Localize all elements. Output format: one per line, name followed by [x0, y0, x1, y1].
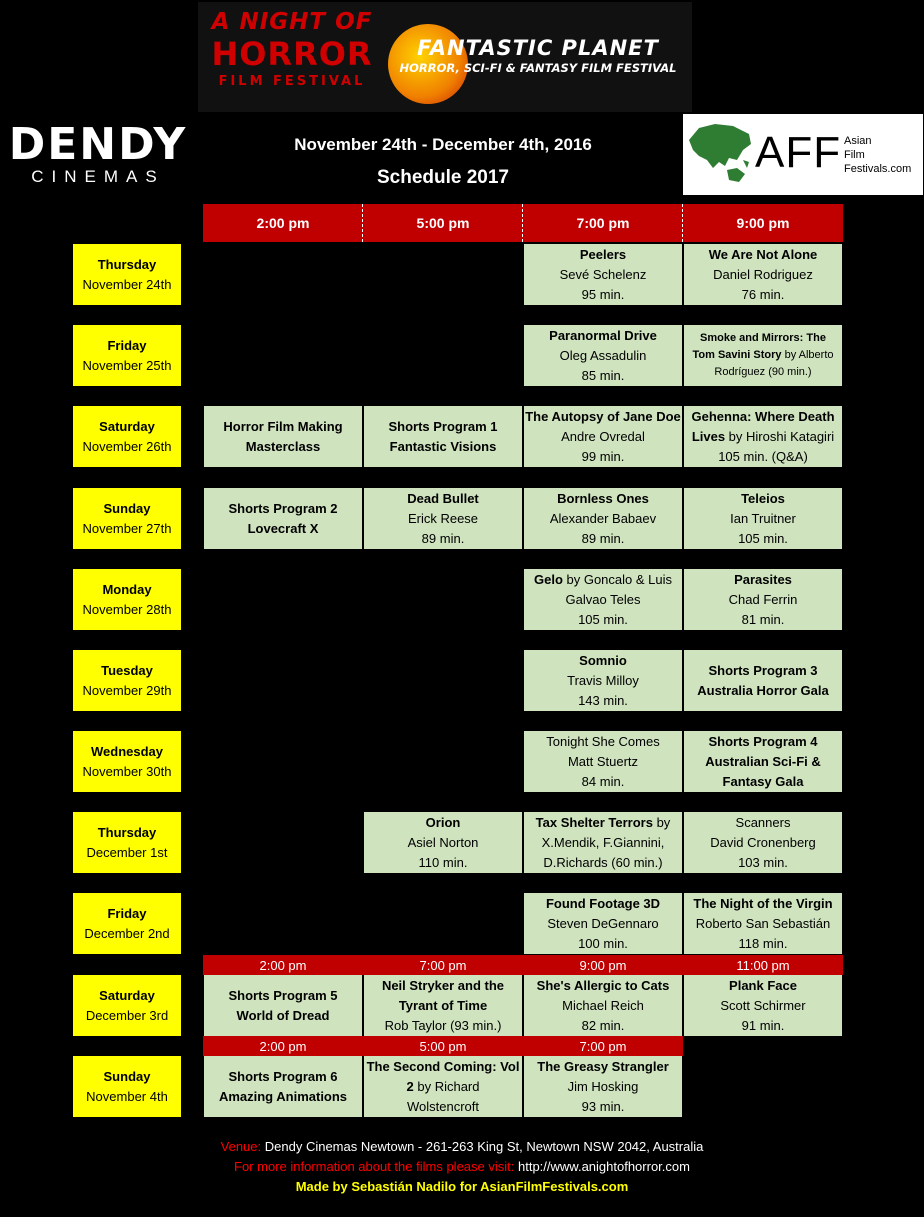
film-title: Paranormal Drive	[549, 327, 657, 343]
time-subheader: 2:00 pm	[203, 955, 363, 975]
film-cell	[524, 406, 682, 467]
dendy-logo-subtitle: CINEMAS	[31, 167, 165, 186]
day-label	[73, 650, 181, 711]
film-cell	[684, 244, 842, 305]
day-weekday: Saturday	[99, 987, 155, 1003]
film-director: Steven DeGennaro	[547, 915, 659, 931]
info-url[interactable]: http://www.anightofhorror.com	[514, 1159, 690, 1174]
film-title: World of Dread	[236, 1007, 330, 1023]
film-director: Andre Ovredal	[561, 428, 645, 444]
festival-dates: November 24th - December 4th, 2016	[294, 135, 592, 154]
aff-logo	[683, 114, 923, 195]
film-director: Rob Taylor (93 min.)	[384, 1017, 502, 1033]
film-director: David Cronenberg	[710, 834, 816, 850]
film-title: Shorts Program 3	[708, 662, 818, 678]
film-title-line	[536, 813, 671, 833]
film-runtime: 105 min.	[578, 611, 628, 627]
film-title: Australian Sci-Fi &	[705, 753, 821, 769]
day-label	[73, 325, 181, 386]
film-cell	[524, 731, 682, 792]
film-director: by Hiroshi Katagiri	[725, 428, 835, 444]
header-divider	[682, 204, 683, 242]
film-director: Travis Milloy	[567, 672, 639, 688]
day-weekday: Thursday	[97, 256, 157, 272]
day-weekday: Thursday	[97, 824, 157, 840]
day-weekday: Friday	[107, 905, 147, 921]
day-weekday: Sunday	[103, 500, 151, 516]
film-cell	[524, 488, 682, 549]
film-cell	[524, 244, 682, 305]
film-title: Somnio	[579, 652, 627, 668]
film-runtime: 84 min.	[581, 773, 625, 789]
film-title: The Second Coming: Vol	[366, 1058, 520, 1074]
film-title: Teleios	[741, 490, 785, 506]
time-subheader: 11:00 pm	[683, 955, 843, 975]
film-runtime: 143 min.	[578, 692, 628, 708]
film-cell	[364, 812, 522, 873]
film-cell	[684, 975, 842, 1036]
time-header-7pm: 7:00 pm	[523, 204, 683, 242]
page-title: Schedule 2017	[376, 167, 510, 188]
film-title: Gelo	[533, 571, 563, 587]
film-cell	[684, 893, 842, 954]
aff-line1: Asian	[844, 135, 872, 147]
header-divider	[522, 204, 523, 242]
asia-map-icon	[685, 120, 755, 186]
day-label	[73, 893, 181, 954]
day-label	[73, 569, 181, 630]
day-weekday: Tuesday	[101, 662, 153, 678]
film-director: Matt Stuertz	[567, 753, 639, 769]
film-cell	[204, 406, 362, 467]
day-date: December 1st	[86, 844, 168, 860]
info-label: For more information about the films please visit:	[234, 1159, 515, 1174]
time-subheader: 7:00 pm	[523, 1036, 683, 1056]
film-cell	[684, 650, 842, 711]
film-runtime: 110 min.	[418, 854, 468, 870]
film-cell	[684, 488, 842, 549]
film-director: by Alberto	[781, 349, 834, 361]
film-runtime: 105 min. (Q&A)	[718, 448, 808, 464]
day-weekday: Sunday	[103, 1068, 151, 1084]
film-title: Scanners	[735, 814, 791, 830]
day-weekday: Monday	[102, 581, 152, 597]
film-title: Fantasy Gala	[722, 773, 804, 789]
night-of-horror-logo	[204, 8, 380, 108]
film-director: Alexander Babaev	[549, 510, 657, 526]
footer-info	[0, 1159, 924, 1174]
film-title: Shorts Program 4	[708, 733, 818, 749]
film-runtime: 93 min.	[581, 1098, 625, 1114]
film-title: Shorts Program 6	[228, 1068, 338, 1084]
film-title: Australia Horror Gala	[697, 682, 829, 698]
day-date: December 2nd	[84, 925, 170, 941]
footer-venue	[0, 1139, 924, 1154]
film-cell	[684, 812, 842, 873]
day-date: November 25th	[82, 357, 172, 373]
film-director: X.Mendik, F.Giannini,	[541, 834, 665, 850]
time-subheader: 9:00 pm	[523, 955, 683, 975]
film-director: Wolstencroft	[406, 1098, 479, 1114]
fantastic-logo-line1: FANTASTIC PLANET	[417, 36, 659, 60]
time-header-2pm: 2:00 pm	[203, 204, 363, 242]
film-cell	[204, 488, 362, 549]
film-runtime: 95 min.	[581, 286, 625, 302]
film-runtime: 99 min.	[581, 448, 625, 464]
film-cell	[684, 325, 842, 386]
film-title: Shorts Program 1	[388, 418, 498, 434]
film-director: by Goncalo & Luis	[562, 571, 673, 587]
film-title: Neil Stryker and the	[381, 977, 505, 993]
film-title: Orion	[425, 814, 461, 830]
film-runtime: 81 min.	[741, 611, 785, 627]
horror-logo-line1: A NIGHT OF	[211, 9, 373, 35]
time-subheader: 7:00 pm	[363, 955, 523, 975]
day-label	[73, 975, 181, 1036]
film-title: Lovecraft X	[247, 520, 319, 536]
film-cell	[684, 569, 842, 630]
film-runtime: 105 min.	[738, 530, 788, 546]
day-date: November 29th	[82, 682, 172, 698]
film-cell	[524, 325, 682, 386]
film-cell	[364, 1056, 522, 1117]
film-title-line	[534, 570, 672, 590]
day-weekday: Friday	[107, 337, 147, 353]
film-cell	[684, 406, 842, 467]
film-title: Tax Shelter Terrors	[535, 814, 653, 830]
film-title: Parasites	[734, 571, 792, 587]
film-cell	[364, 406, 522, 467]
film-title: Smoke and Mirrors: The	[700, 332, 826, 344]
film-runtime: 100 min.	[578, 935, 628, 951]
film-title: Tyrant of Time	[398, 997, 488, 1013]
film-runtime: 89 min.	[421, 530, 465, 546]
film-title: Masterclass	[245, 438, 321, 454]
film-title: Peelers	[579, 246, 627, 262]
film-runtime: 82 min.	[581, 1017, 625, 1033]
day-date: November 26th	[82, 438, 172, 454]
day-weekday: Wednesday	[90, 743, 163, 759]
film-title: Shorts Program 2	[228, 500, 338, 516]
venue-address: Dendy Cinemas Newtown - 261-263 King St, Newtown NSW 2042, Australia	[261, 1139, 704, 1154]
film-title: Plank Face	[729, 977, 797, 993]
film-title: She's Allergic to Cats	[536, 977, 670, 993]
film-director: Erick Reese	[407, 510, 479, 526]
day-weekday: Saturday	[99, 418, 155, 434]
film-title-line2	[692, 347, 833, 364]
film-cell	[364, 975, 522, 1036]
film-title: Lives	[691, 428, 726, 444]
day-label	[73, 1056, 181, 1117]
film-title: Bornless Ones	[557, 490, 649, 506]
horror-logo-line2: HORROR	[211, 35, 373, 73]
film-director: Asiel Norton	[407, 834, 479, 850]
film-cell	[524, 650, 682, 711]
film-director: by Richard	[413, 1078, 480, 1094]
film-director: by	[652, 814, 671, 830]
film-title: Shorts Program 5	[228, 987, 338, 1003]
film-cell	[524, 1056, 682, 1117]
film-title: Dead Bullet	[407, 490, 479, 506]
dendy-logo-wordmark: DENDY	[8, 119, 188, 170]
film-director: Oleg Assadulin	[559, 347, 647, 363]
film-title: Tonight She Comes	[546, 733, 660, 749]
day-date: November 28th	[82, 601, 172, 617]
day-date: December 3rd	[85, 1007, 169, 1023]
film-title: The Autopsy of Jane Doe	[525, 408, 681, 424]
film-director: Daniel Rodriguez	[713, 266, 813, 282]
film-director: Galvao Teles	[565, 591, 641, 607]
film-title-line2	[692, 427, 834, 447]
film-title: 2	[406, 1078, 414, 1094]
film-title: Gehenna: Where Death	[691, 408, 835, 424]
film-runtime: 89 min.	[581, 530, 625, 546]
aff-full-name	[844, 134, 911, 176]
film-director: Sevé Schelenz	[559, 266, 647, 282]
film-director: Jim Hosking	[567, 1078, 639, 1094]
film-cell	[684, 731, 842, 792]
time-subheader: 5:00 pm	[363, 1036, 523, 1056]
day-label	[73, 406, 181, 467]
film-title: The Night of the Virgin	[693, 895, 833, 911]
day-label	[73, 488, 181, 549]
day-label	[73, 731, 181, 792]
film-cell	[204, 1056, 362, 1117]
aff-line2: Film	[844, 149, 865, 161]
film-director: D.Richards (60 min.)	[543, 854, 663, 870]
film-title-line2	[407, 1077, 480, 1097]
day-date: November 4th	[86, 1088, 168, 1104]
film-director: Scott Schirmer	[720, 997, 806, 1013]
film-cell	[524, 812, 682, 873]
film-director: Ian Truitner	[730, 510, 796, 526]
day-date: November 24th	[82, 276, 172, 292]
film-title: Horror Film Making	[223, 418, 343, 434]
dendy-cinemas-logo	[8, 119, 188, 186]
aff-line3: Festivals.com	[844, 163, 912, 175]
film-title: The Greasy Strangler	[537, 1058, 669, 1074]
film-runtime: 118 min.	[738, 935, 788, 951]
film-runtime: 85 min.	[581, 367, 625, 383]
film-title: Tom Savini Story	[692, 349, 782, 361]
venue-label: Venue:	[220, 1139, 262, 1154]
film-cell	[524, 893, 682, 954]
film-cell	[524, 975, 682, 1036]
day-date: November 27th	[82, 520, 172, 536]
film-director: Chad Ferrin	[728, 591, 798, 607]
time-header-9pm: 9:00 pm	[683, 204, 843, 242]
day-label	[73, 812, 181, 873]
film-title: Amazing Animations	[218, 1088, 348, 1104]
horror-logo-line3: FILM FESTIVAL	[218, 74, 366, 89]
film-runtime: 76 min.	[741, 286, 785, 302]
film-cell	[204, 975, 362, 1036]
film-cell	[524, 569, 682, 630]
header-divider	[362, 204, 363, 242]
aff-abbr: AFF	[755, 128, 842, 177]
time-header-5pm: 5:00 pm	[363, 204, 523, 242]
film-director: Roberto San Sebastián	[695, 915, 831, 931]
day-date: November 30th	[82, 763, 172, 779]
film-title: Fantastic Visions	[389, 438, 497, 454]
day-label	[73, 244, 181, 305]
film-runtime: 91 min.	[741, 1017, 785, 1033]
festival-banner	[198, 2, 692, 112]
time-subheader: 2:00 pm	[203, 1036, 363, 1056]
film-title: Found Footage 3D	[545, 895, 661, 911]
film-cell	[364, 488, 522, 549]
fantastic-planet-logo	[393, 36, 683, 76]
film-title: We Are Not Alone	[708, 246, 818, 262]
film-director: Rodríguez (90 min.)	[714, 366, 812, 378]
fantastic-logo-line2: HORROR, SCI-FI & FANTASY FILM FESTIVAL	[399, 61, 677, 75]
film-director: Michael Reich	[562, 997, 644, 1013]
film-runtime: 103 min.	[738, 854, 788, 870]
footer-credit: Made by Sebastián Nadilo for AsianFilmFestivals.com	[295, 1179, 629, 1194]
